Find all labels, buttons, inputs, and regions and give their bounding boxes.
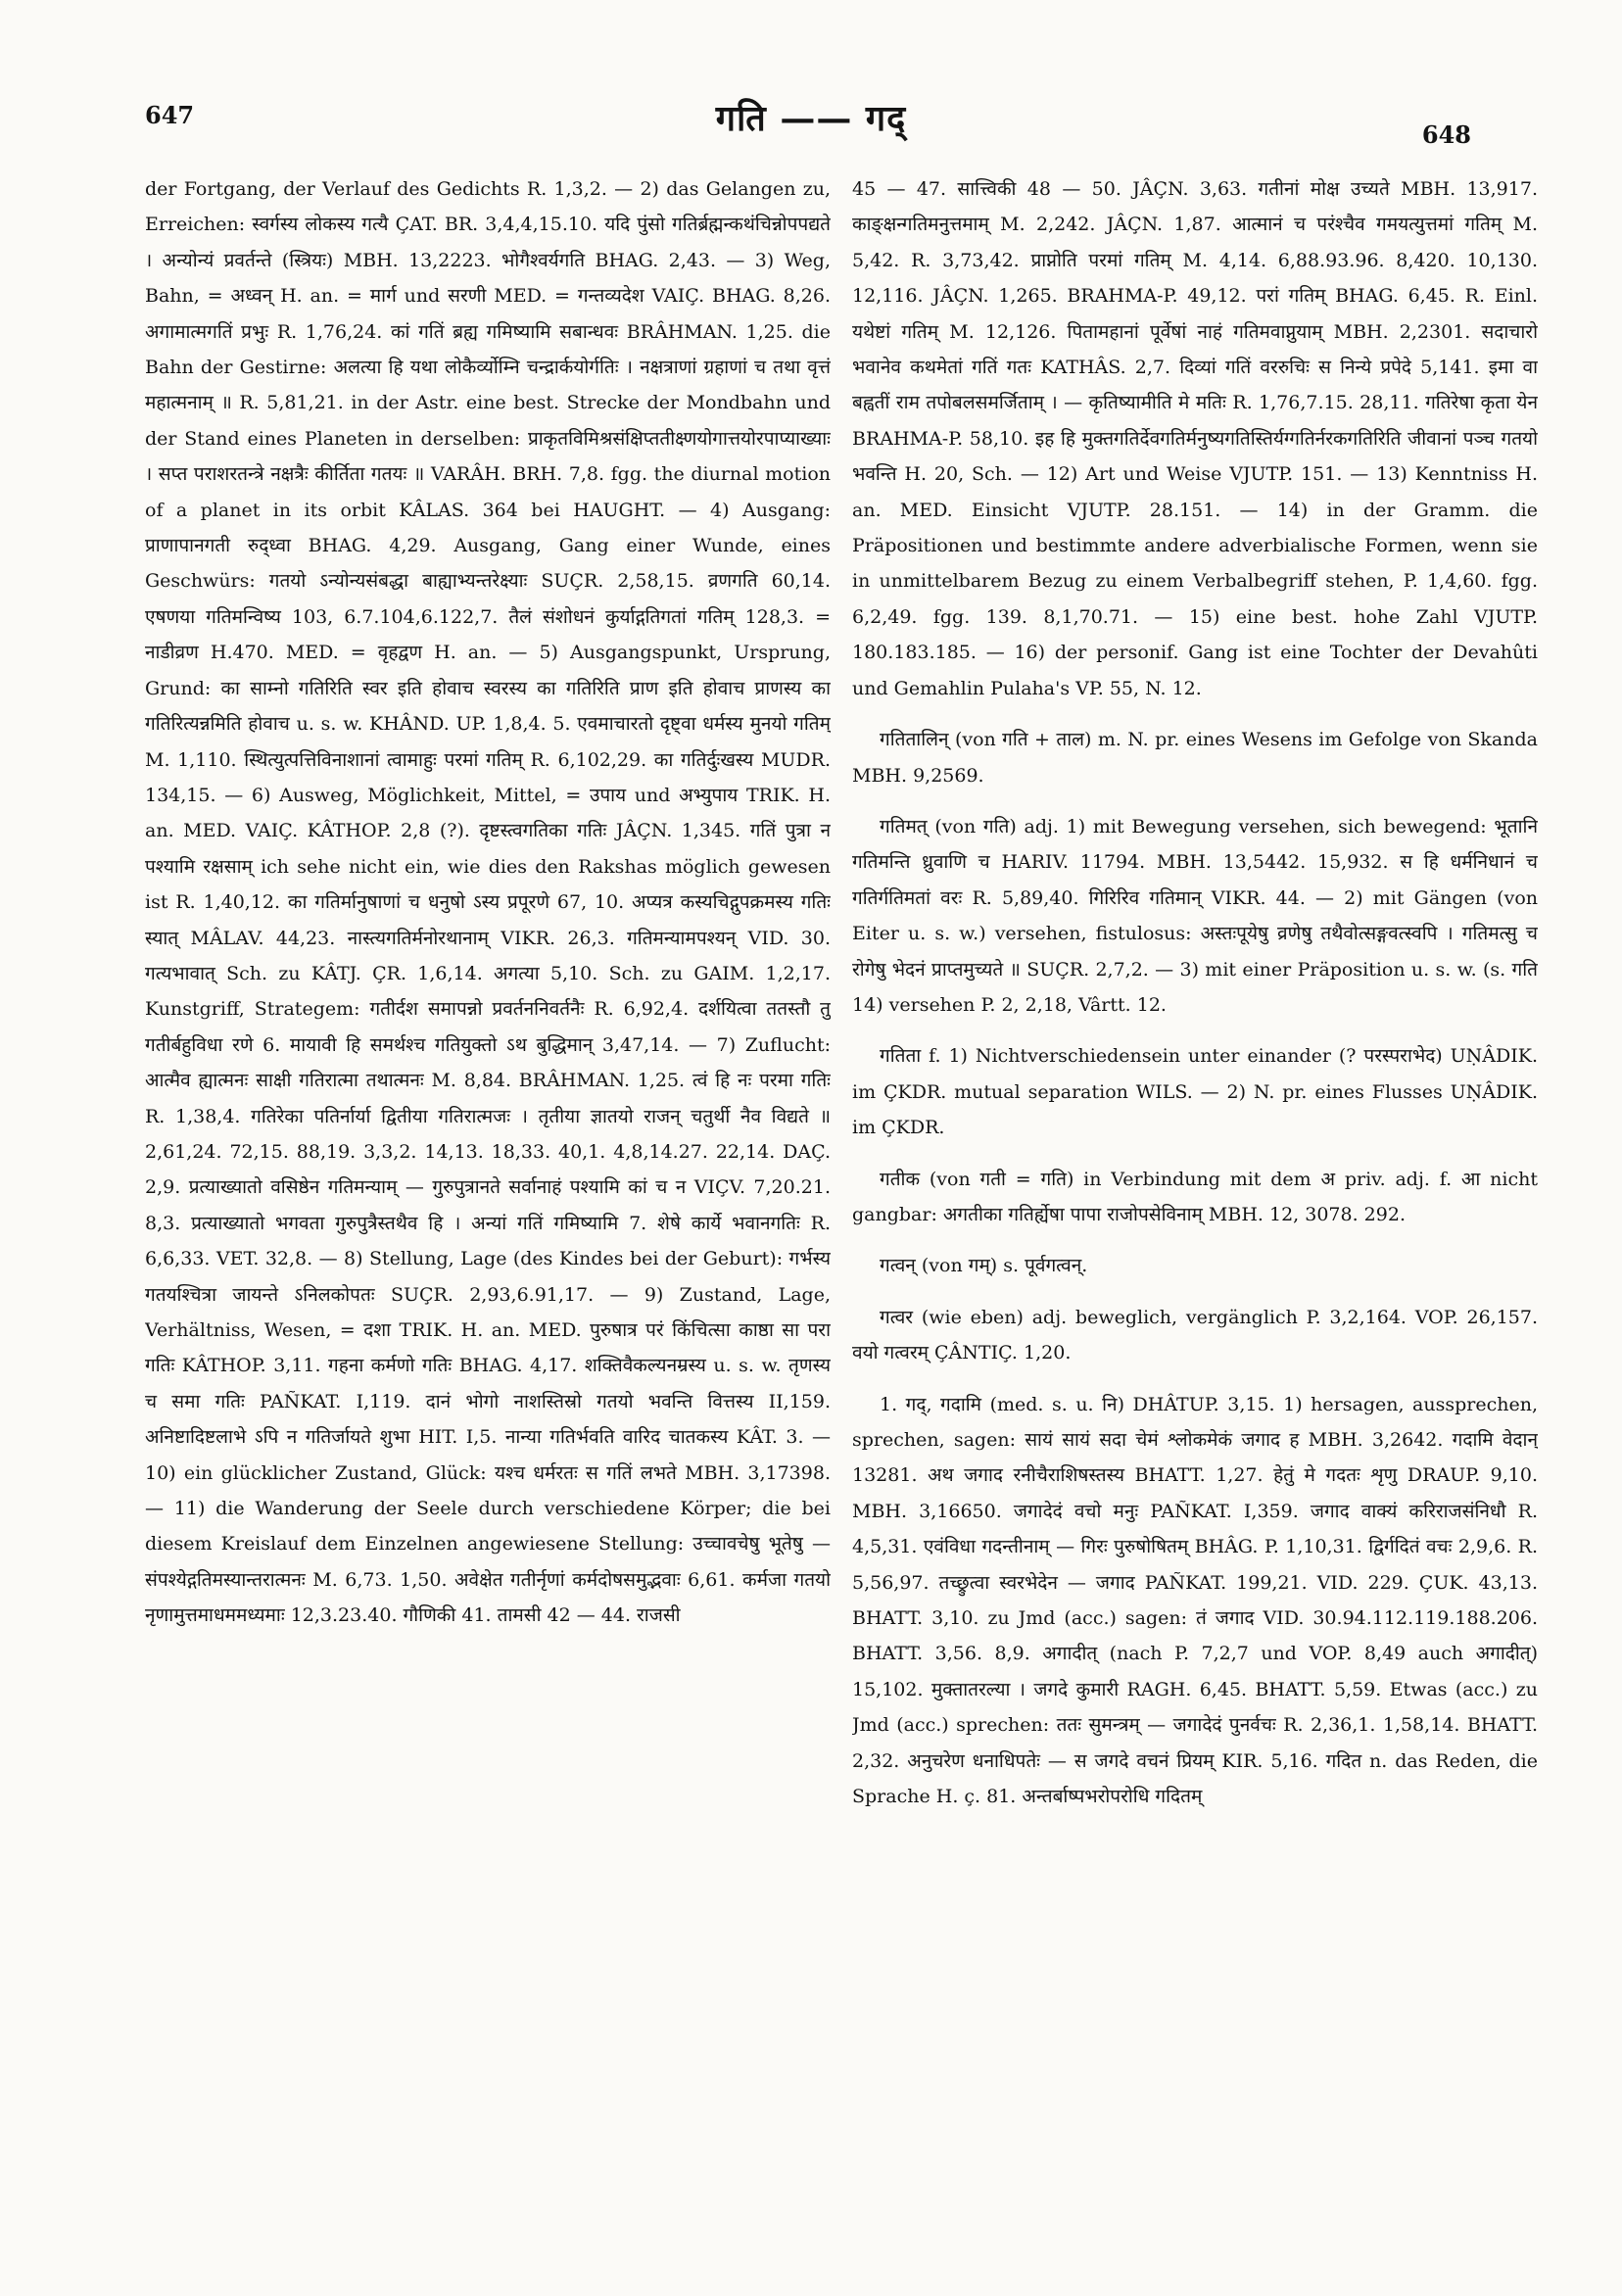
entry-gad: 1. गद्, गदामि (med. s. u. नि) DHÂTUP. 3,15. 1) hersagen, aussprechen, sprechen, sagen: सायं सायं सदा चेमं श्लोकमेकं जगाद ह MBH. 3,2642. गदामि वेदान् 13281. अथ जगाद रनीचैराशिषस्तस्य BHATT. 1,27. हेतुं मे गदतः शृणु DRAUP. 9,10. MBH. 3,16650. जगादेदं वचो मनुः PAÑKAT. I,359. जगाद वाक्यं करिराजसंनिधौ R. 4,5,31. एवंविधा गदन्तीनाम् — गिरः पुरुषोषितम् BHÂG. P. 1,10,31. द्विर्गदितं वचः 2,9,6. R. 5,56,97. तच्छ्रुत्वा स्वरभेदेन — जगाद PAÑKAT. 199,21. VID. 229. ÇUK. 43,13. BHATT. 3,10. zu Jmd (acc.) sagen: तं जगाद VID. 30.94.112.119.188.206. BHATT. 3,56. 8,9. अगादीत् (nach P. 7,2,7 und VOP. 8,49 auch अगादीत्) 15,102. मुक्तातरल्या । जगदे कुमारी RAGH. 6,45. BHATT. 5,59. Etwas (acc.) zu Jmd (acc.) sprechen: ततः सुमन्त्रम् — जगादेदं पुनर्वचः R. 2,36,1. 1,58,14. BHATT. 2,32. अनुचरेण धनाधिपतेः — स जगदे वचनं प्रियम् KIR. 5,16. गदित n. das Reden, die Sprache H. ç. 81. अन्तर्बाष्पभरोपरोधि गदितम्: [852, 1393, 1538, 1808]
left-column: [145, 171, 831, 2037]
entry-gatitalin: गतितालिन् (von गति + ताल) m. N. pr. eines Wesens im Gefolge von Skanda MBH. 9,2569.: [852, 729, 1538, 787]
right-column: [852, 171, 1538, 2042]
entry-gatimat: गतिमत् (von गति) adj. 1) mit Bewegung versehen, sich bewegend: भूतानि गतिमन्ति ध्रुवाणि च HARIV. 11794. MBH. 13,5442. 15,932. स हि धर्मनिधानं च गतिर्गतिमतां वरः R. 5,89,40. गिरिरिव गतिमान् VIKR. 44. — 2) mit Gängen (von Eiter u. s. w.) versehen, fistulosus: अस्तःपूयेषु व्रणेषु तथैवोत्सङ्गवत्स्वपि । गतिमत्सु च रोगेषु भेदनं प्राप्तमुच्यते ॥ SUÇR. 2,7,2. — 3) mit einer Präposition u. s. w. (s. गति 14) versehen P. 2, 2,18, Vârtt. 12.: [852, 815, 1538, 1016]
entry-gatita: गतिता f. 1) Nichtverschiedensein unter einander (? परस्पराभेद) UṆÂDIK. im ÇKDR. mutual separation WILS. — 2) N. pr. eines Flusses UṆÂDIK. im ÇKDR.: [852, 1045, 1538, 1139]
page-header: [0, 93, 1622, 152]
entry-gatvara: गत्वर (wie eben) adj. beweglich, vergänglich P. 3,2,164. VOP. 26,157. वयो गत्वरम् ÇÂNTIÇ. 1,20.: [852, 1306, 1538, 1364]
running-head: गति —— गद्: [715, 98, 907, 139]
entry-gati-continued: der Fortgang, der Verlauf des Gedichts R. 1,3,2. — 2) das Gelangen zu, Erreichen: स्वर्गस्य लोकस्य गत्यै ÇAT. BR. 3,4,4,15.10. यदि पुंसो गतिर्ब्रह्मन्कथंचिन्नोपपद्यते । अन्योन्यं प्रवर्तन्ते (स्त्रियः) MBH. 13,2223. भोगैश्वर्यगति BHAG. 2,43. — 3) Weg, Bahn, = अध्वन् H. an. = मार्ग und सरणी MED. = गन्तव्यदेश VAIÇ. BHAG. 8,26. अगामात्मगतिं प्रभुः R. 1,76,24. कां गतिं ब्रह्य गमिष्यामि सबान्धवः BRÂHMAN. 1,25. die Bahn der Gestirne: अलत्या हि यथा लोकैर्व्योम्नि चन्द्रार्कयोर्गतिः । नक्षत्राणां ग्रहाणां च तथा वृत्तं महात्मनाम् ॥ R. 5,81,21. in der Astr. eine best. Strecke der Mondbahn und der Stand eines Planeten in derselben: प्राकृतविमिश्रसंक्षिप्ततीक्ष्णयोगात्तयोरपाप्याख्याः । सप्त पराशरतन्त्रे नक्षत्रैः कीर्तिता गतयः ॥ VARÂH. BRH. 7,8. fgg. the diurnal motion of a planet in its orbit KÂLAS. 364 bei HAUGHT. — 4) Ausgang: प्राणापानगती रुद्ध्वा BHAG. 4,29. Ausgang, Gang einer Wunde, eines Geschwürs: गतयो ऽन्योन्यसंबद्धा बाह्याभ्यन्तरेक्ष्याः SUÇR. 2,58,15. व्रणगति 60,14. एषणया गतिमन्विष्य 103, 6.7.104,6.122,7. तैलं संशोधनं कुर्याद्गतिगतां गतिम् 128,3. = नाडीव्रण H.470. MED. = वृहद्वण H. an. — 5) Ausgangspunkt, Ursprung, Grund: का साम्नो गतिरिति स्वर इति होवाच स्वरस्य का गतिरिति प्राण इति होवाच प्राणस्य का गतिरित्यन्नमिति होवाच u. s. w. KHÂND. UP. 1,8,4. 5. एवमाचारतो दृष्ट्वा धर्मस्य मुनयो गतिम् M. 1,110. स्थित्युत्पत्तिविनाशानां त्वामाहुः परमां गतिम् R. 6,102,29. का गतिर्दुःखस्य MUDR. 134,15. — 6) Ausweg, Möglichkeit, Mittel, = उपाय und अभ्युपाय TRIK. H. an. MED. VAIÇ. KÂTHOP. 2,8 (?). दृष्टस्त्वगतिका गतिः JÂÇN. 1,345. गतिं पुत्रा न पश्यामि रक्षसाम् ich sehe nicht ein, wie dies den Rakshas möglich gewesen ist R. 1,40,12. का गतिर्मानुषाणां च धनुषो ऽस्य प्रपूरणे 67, 10. अप्यत्र कस्यचिद्गुपक्रमस्य गतिः स्यात् MÂLAV. 44,23. नास्त्यगतिर्मनोरथानाम् VIKR. 26,3. गतिमन्यामपश्यन् VID. 30. गत्यभावात् Sch. zu KÂTJ. ÇR. 1,6,14. अगत्या 5,10. Sch. zu GAIM. 1,2,17. Kunstgriff, Strategem: गतीर्दश समापन्नो प्रवर्तननिवर्तनैः R. 6,92,4. दर्शयित्वा ततस्तौ तु गतीर्बहुविधा रणे 6. मायावी हि समर्थश्च गतियुक्तो ऽथ बुद्धिमान् 3,47,14. — 7) Zuflucht: आत्मैव ह्यात्मनः साक्षी गतिरात्मा तथात्मनः M. 8,84. BRÂHMAN. 1,25. त्वं हि नः परमा गतिः R. 1,38,4. गतिरेका पतिर्नार्या द्वितीया गतिरात्मजः । तृतीया ज्ञातयो राजन् चतुर्थी नैव विद्यते ॥ 2,61,24. 72,15. 88,19. 3,3,2. 14,13. 18,33. 40,1. 4,8,14.27. 22,14. DAÇ. 2,9. प्रत्याख्यातो वसिष्ठेन गतिमन्याम् — गुरुपुत्रानते सर्वानाहं पश्यामि कां च न VIÇV. 7,20.21. 8,3. प्रत्याख्यातो भगवता गुरुपुत्रैस्तथैव हि । अन्यां गतिं गमिष्यामि 7. शेषे कार्ये भवानगतिः R. 6,6,33. VET. 32,8. — 8) Stellung, Lage (des Kindes bei der Geburt): गर्भस्य गतयश्चित्रा जायन्ते ऽनिलकोपतः SUÇR. 2,93,6.91,17. — 9) Zustand, Lage, Verhältniss, Wesen, = दशा TRIK. H. an. MED. पुरुषात्र परं किंचित्सा काष्ठा सा परा गतिः KÂTHOP. 3,11. गहना कर्मणो गतिः BHAG. 4,17. शक्तिवैकल्यनम्रस्य u. s. w. तृणस्य च समा गतिः PAÑKAT. I,119. दानं भोगो नाशस्तिस्रो गतयो भवन्ति वित्तस्य II,159. अनिष्टादिष्टलाभे ऽपि न गतिर्जायते शुभा HIT. I,5. नान्या गतिर्भवति वारिद चातकस्य KÂT. 3. — 10) ein glücklicher Zustand, Glück: यश्च धर्मरतः स गतिं लभते MBH. 3,17398. — 11) die Wanderung der Seele durch verschiedene Körper; die bei diesem Kreislauf dem Einzelnen angewiesene Stellung: उच्चावचेषु भूतेषु — संपश्येद्गतिमस्यान्तरात्मनः M. 6,73. 1,50. अवेक्षेत गतीर्नृणां कर्मदोषसमुद्भवाः 6,61. कर्मजा गतयो नृणामुत्तमाधममध्यमाः 12,3.23.40. गौणिकी 41. तामसी 42 — 44. राजसी: [145, 178, 831, 1627]
entry-gati-end: 45 — 47. सात्त्विकी 48 — 50. JÂÇN. 3,63. गतीनां मोक्ष उच्यते MBH. 13,917. काङ्क्षन्गतिमनुत्तमाम् M. 2,242. JÂÇN. 1,87. आत्मानं च परंश्चैव गमयत्युत्तमां गतिम् M. 5,42. R. 3,73,42. प्राप्नोति परमां गतिम् M. 4,14. 6,88.93.96. 8,420. 10,130. 12,116. JÂÇN. 1,265. BRAHMA-P. 49,12. परां गतिम् BHAG. 6,45. R. Einl. यथेष्टां गतिम् M. 12,126. पितामहानां पूर्वेषां नाहं गतिमवाप्नुयाम् MBH. 2,2301. सदाचारो भवानेव कथमेतां गतिं गतः KATHÂS. 2,7. दिव्यां गतिं वररुचिः स निन्ये प्रपेदे 5,141. इमा वा बह्वतीं राम तपोबलसमर्जिताम् । — कृतिष्यामीति मे मतिः R. 1,76,7.15. 28,11. गतिरेषा कृता येन BRAHMA-P. 58,10. इह हि मुक्तगतिर्देवगतिर्मनुष्यगतिस्तिर्यग्गतिर्नरकगतिरिति जीवानां पञ्च गतयो भवन्ति H. 20, Sch. — 12) Art und Weise VJUTP. 151. — 13) Kenntniss H. an. MED. Einsicht VJUTP. 28.151. — 14) in der Gramm. die Präpositionen und bestimmte andere adverbialische Formen, wenn sie in unmittelbarem Bezug zu einem Verbalbegriff stehen, P. 1,4,60. fgg. 6,2,49. fgg. 139. 8,1,70.71. — 15) eine best. hohe Zahl VJUTP. 180.183.185. — 16) der personif. Gang ist eine Tochter der Devahûti und Gemahlin Pulaha's VP. 55, N. 12.: [852, 178, 1538, 699]
entry-gatvan: गत्वन् (von गम्) s. पूर्वगत्वन्.: [880, 1255, 1088, 1277]
entry-gatika: गतीक (von गती = गति) in Verbindung mit dem अ priv. adj. f. आ nicht gangbar: अगतीका गतिर्ह्येषा पापा राजोपसेविनाम् MBH. 12, 3078. 292.: [852, 1168, 1538, 1225]
page-number-left: 647: [145, 101, 195, 129]
page-number-right: 648: [1421, 120, 1471, 149]
